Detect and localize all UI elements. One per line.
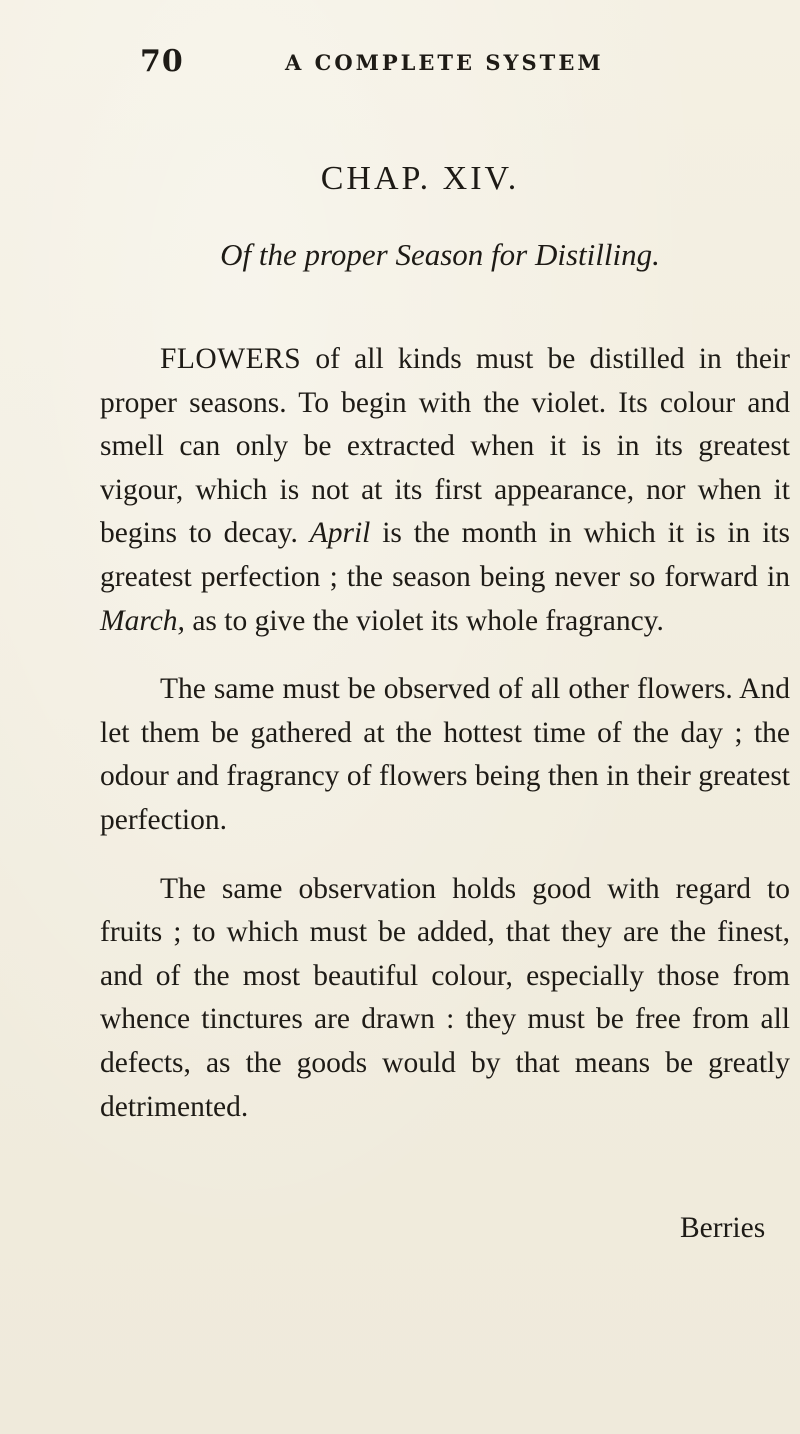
catchword: Berries: [680, 1212, 766, 1244]
paragraph-1-first-word: FLOWERS: [160, 343, 302, 375]
body-text: [100, 338, 790, 1129]
chapter-title: CHAP. XIV.: [320, 160, 520, 197]
paragraph-3: The same observation holds good with regard to fruits ; to which must be added, that they are the finest, and of the most beautiful colour, especially those from whence tinctures are drawn : they must be free from all defects, as the goods would by that means be greatly detrimented.: [100, 872, 790, 1123]
paragraph-1-part-3: as to give the violet its whole fragrancy.: [184, 604, 664, 637]
paragraph-1-part-2: is the month in which it is in its greatest perfection ; the season being never so forward in: [100, 517, 790, 593]
page-header: [140, 44, 780, 84]
paragraph-1-emphasis-april: April: [309, 517, 371, 550]
running-head: A COMPLETE SYSTEM: [285, 50, 604, 75]
paragraph-1: [100, 338, 790, 643]
paragraph-1-emphasis-march: March,: [100, 604, 185, 637]
paragraph-1-part-1: of all kinds must be distilled in their proper seasons. To begin with the violet. Its colour and smell can only be extracted when it is in its greatest vigour, which is not at its first appearance, nor when it begins to decay.: [100, 343, 790, 550]
paragraph-2: The same must be observed of all other flowers. And let them be gathered at the hottest time of the day ; the odour and fragrancy of flowers being then in their greatest perfection.: [100, 673, 790, 836]
chapter-subtitle: Of the proper Season for Distilling.: [220, 237, 660, 272]
page-number: 70: [140, 44, 184, 79]
